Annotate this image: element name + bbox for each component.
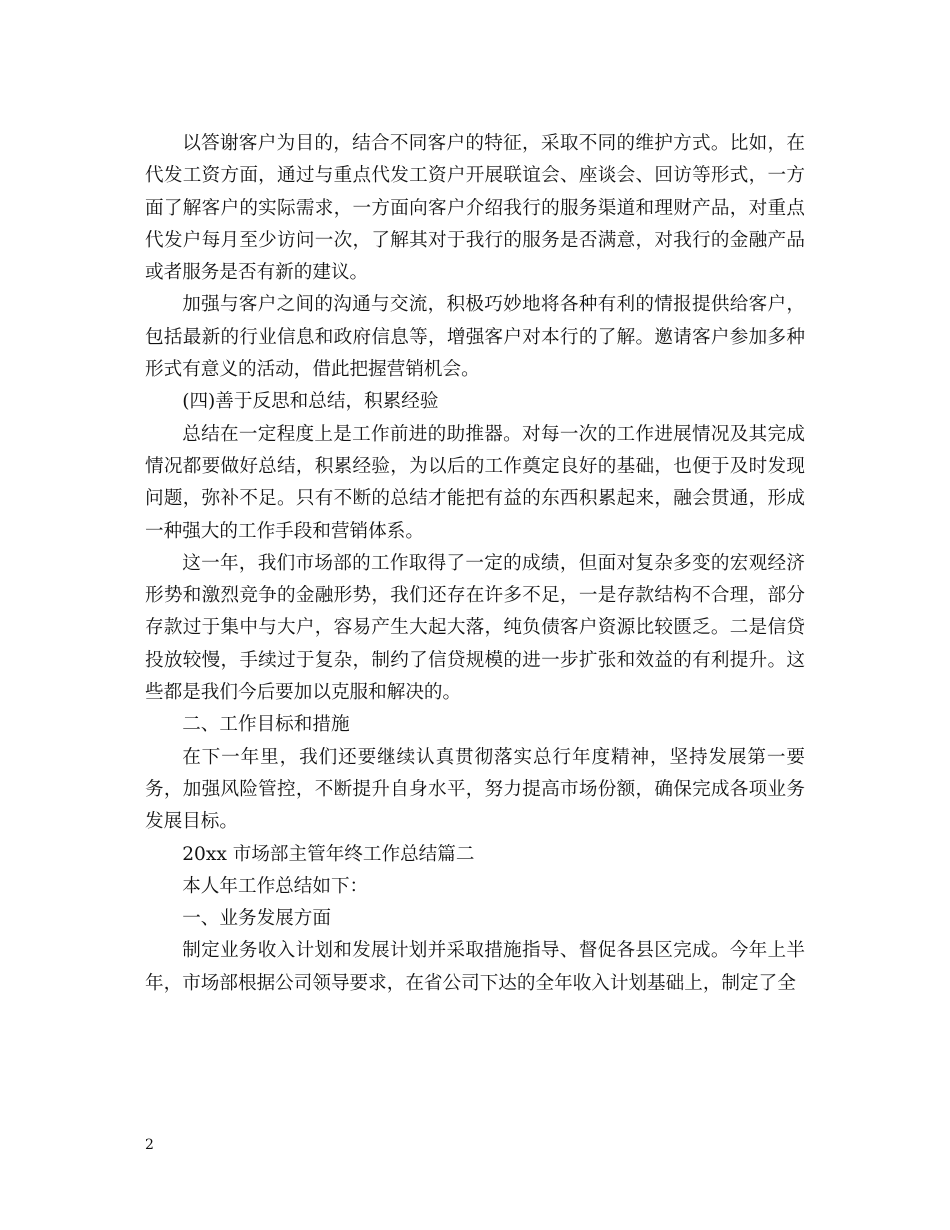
page-number: 2 <box>145 1137 154 1153</box>
paragraph-customer-maintenance: 以答谢客户为目的，结合不同客户的特征，采取不同的维护方式。比如，在代发工资方面，通过与重点代发工资户开展联谊会、座谈会、回访等形式，一方面了解客户的实际需求，一方面向客户介绍我行的服务渠道和理财产品，对重点代发户每月至少访问一次，了解其对于我行的服务是否满意，对我行的金融产品或者服务是否有新的建议。 <box>145 133 805 284</box>
paragraph-intro: 本人年工作总结如下： <box>182 875 369 897</box>
section-heading-goals: 二、工作目标和措施 <box>182 714 350 736</box>
paragraph-business-plan: 制定业务收入计划和发展计划并采取措施指导、督促各县区完成。今年上半年，市场部根据公司领导要求，在省公司下达的全年收入计划基础上，制定了全 <box>145 940 805 994</box>
paragraph-shortcomings: 这一年，我们市场部的工作取得了一定的成绩，但面对复杂多变的宏观经济形势和激烈竞争的金融形势，我们还存在许多不足，一是存款结构不合理，部分存款过于集中与大户，容易产生大起大落，纯负债客户资源比较匮乏。二是信贷投放较慢，手续过于复杂，制约了信贷规模的进一步扩张和效益的有利提升。这些都是我们今后要加以克服和解决的。 <box>145 552 805 704</box>
document-body <box>145 128 805 1000</box>
paragraph-next-year: 在下一年里，我们还要继续认真贯彻落实总行年度精神，坚持发展第一要务，加强风险管控，不断提升自身水平，努力提高市场份额，确保完成各项业务发展目标。 <box>145 746 805 833</box>
paragraph-summary: 总结在一定程度上是工作前进的助推器。对每一次的工作进展情况及其完成情况都要做好总结，积累经验，为以后的工作奠定良好的基础，也便于及时发现问题，弥补不足。只有不断的总结才能把有益的东西积累起来，融会贯通，形成一种强大的工作手段和营销体系。 <box>145 423 805 542</box>
section-heading-reflection: (四)善于反思和总结，积累经验 <box>182 391 439 413</box>
section-heading-business: 一、业务发展方面 <box>182 908 331 930</box>
article-title-part-two: 20xx 市场部主管年终工作总结篇二 <box>182 843 475 865</box>
paragraph-communication: 加强与客户之间的沟通与交流，积极巧妙地将各种有利的情报提供给客户，包括最新的行业信息和政府信息等，增强客户对本行的了解。邀请客户参加多种形式有意义的活动，借此把握营销机会。 <box>145 294 805 381</box>
